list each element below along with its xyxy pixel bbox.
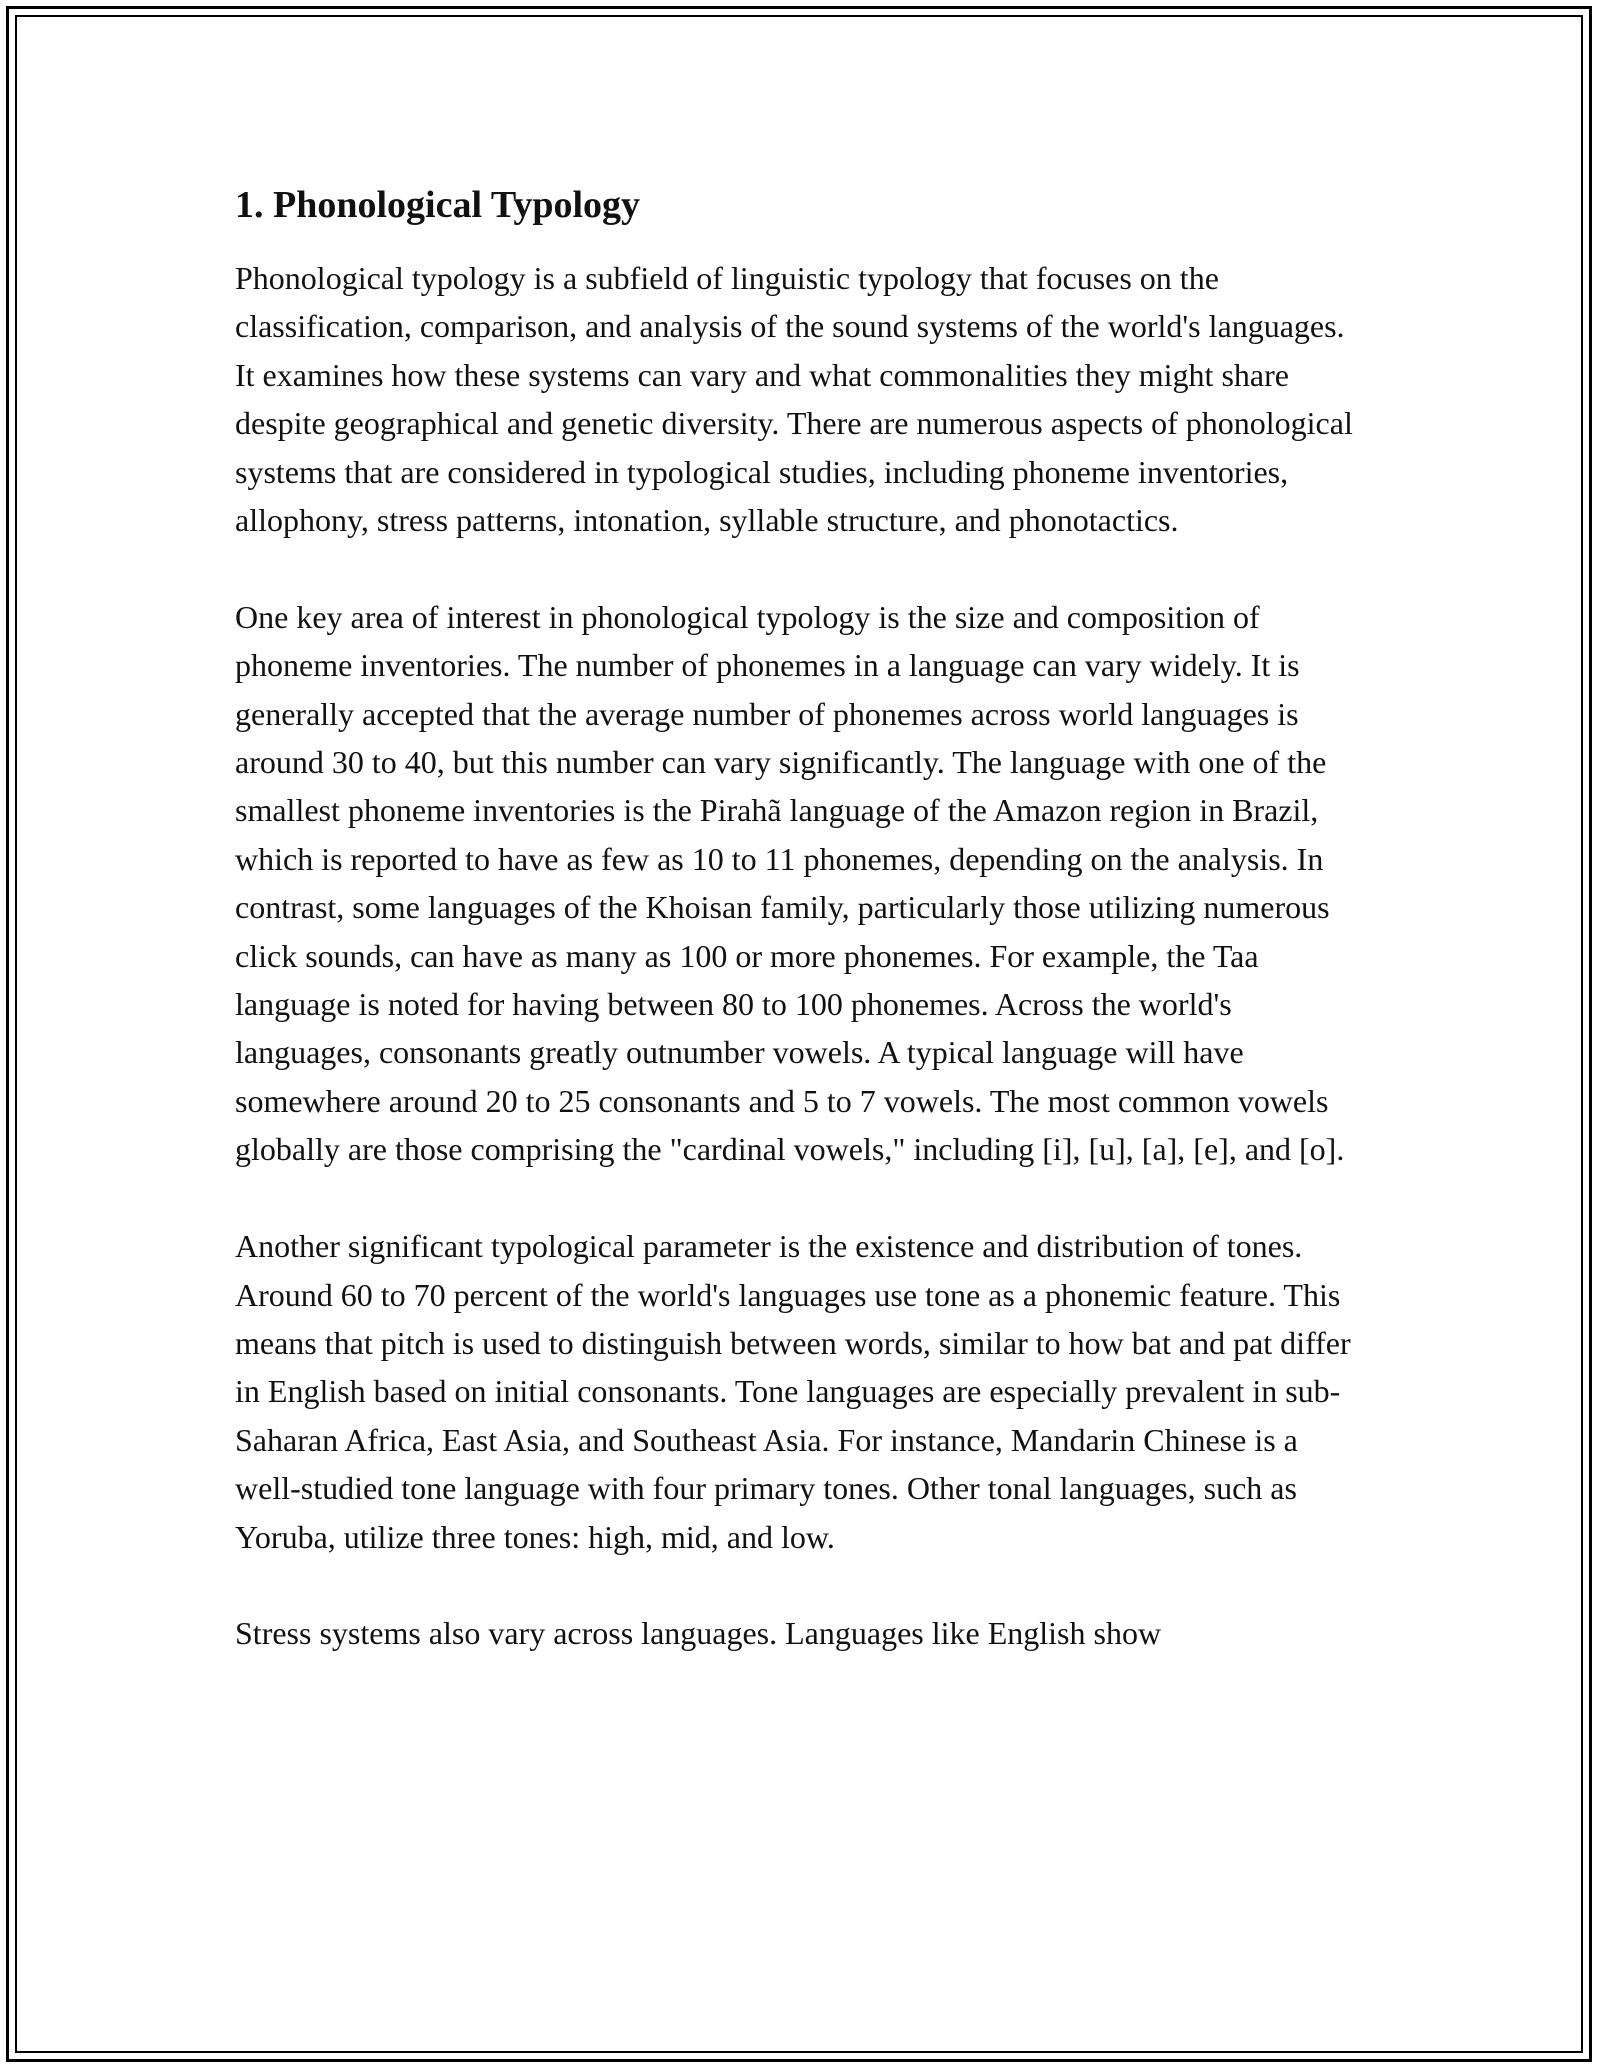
paragraph-tones: Another significant typological parameter is the existence and distribution of tones. Around 60 to 70 percent of the world's languages use tone as a phonemic feature. This means that pitch is used to distinguish between words, similar to how bat and pat differ in English based on initial consonants. Tone languages are especially prevalent in sub-Saharan Africa, East Asia, and Southeast Asia. For instance, Mandarin Chinese is a well-studied tone language with four primary tones. Other tonal languages, such as Yoruba, utilize three tones: high, mid, and low. [235, 1228, 1351, 1555]
document-body [235, 182, 1370, 1706]
paragraph-intro: Phonological typology is a subfield of linguistic typology that focuses on the classification, comparison, and analysis of the sound systems of the world's languages. It examines how these systems can vary and what commonalities they might share despite geographical and genetic diversity. There are numerous aspects of phonological systems that are considered in typological studies, including phoneme inventories, allophony, stress patterns, intonation, syllable structure, and phonotactics. [235, 260, 1353, 539]
section-heading: 1. Phonological Typology [235, 184, 641, 226]
paragraph-phoneme-inventories: One key area of interest in phonological typology is the size and composition of phoneme inventories. The number of phonemes in a language can vary widely. It is generally accepted that the average number of phonemes across world languages is around 30 to 40, but this number can vary significantly. The language with one of the smallest phoneme inventories is the Pirahã language of the Amazon region in Brazil, which is reported to have as few as 10 to 11 phonemes, depending on the analysis. In contrast, some languages of the Khoisan family, particularly those utilizing numerous click sounds, can have as many as 100 or more phonemes. For example, the Taa language is noted for having between 80 to 100 phonemes. Across the world's languages, consonants greatly outnumber vowels. A typical language will have somewhere around 20 to 25 consonants and 5 to 7 vowels. The most common vowels globally are those comprising the "cardinal vowels," including [i], [u], [a], [e], and [o]. [235, 598, 1345, 1168]
paragraph-stress: Stress systems also vary across languages. Languages like English show [235, 1615, 1162, 1652]
